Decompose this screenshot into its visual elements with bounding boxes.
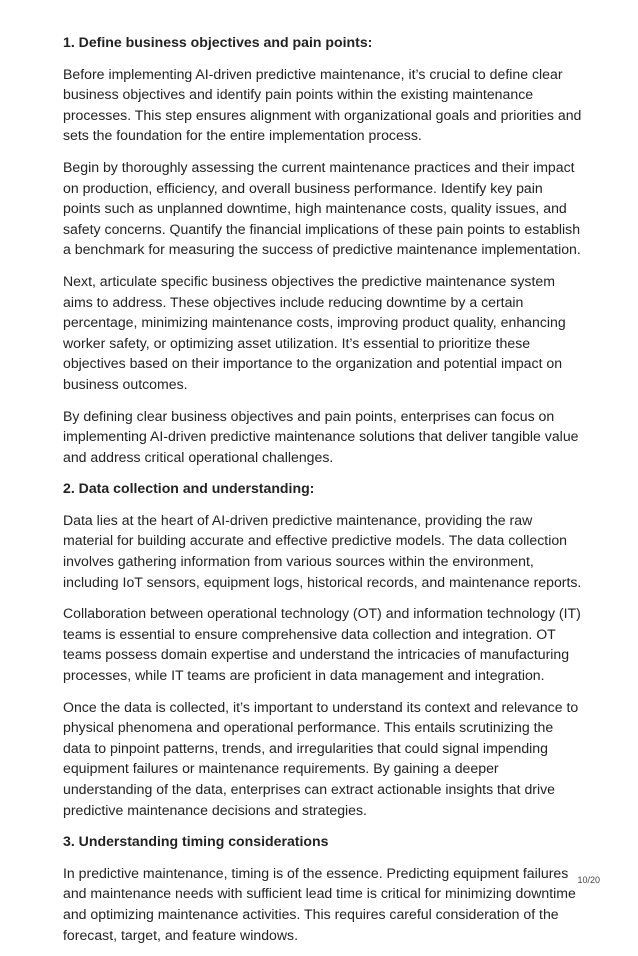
paragraph: Next, articulate specific business objectives the predictive maintenance system aims to address. These objectives include reducing downtime by a certain percentage, minimizing maintenance costs, improving product quality, enhancing worker safety, or optimizing asset utilization. It’s essential to prioritize these objectives based on their importance to the organization and potential impact on business outcomes.	[63, 272, 566, 392]
paragraph: In predictive maintenance, timing is of the essence. Predicting equipment failures and maintenance needs with sufficient lead time is critical for minimizing downtime and optimizing maintenance activities. This requires careful consideration of the forecast, target, and feature windows.	[63, 864, 576, 943]
section-heading: 1. Define business objectives and pain points:	[63, 34, 373, 50]
section-timing-considerations	[63, 831, 583, 945]
document-page	[63, 32, 583, 956]
paragraph: Data lies at the heart of AI-driven predictive maintenance, providing the raw material for building accurate and effective predictive models. The data collection involves gathering information from various sources within the environment, including IoT sensors, equipment logs, historical records, and maintenance reports.	[63, 511, 582, 590]
section-heading: 3. Understanding timing considerations	[63, 833, 329, 850]
section-business-objectives	[63, 32, 583, 467]
paragraph: Once the data is collected, it’s important to understand its context and relevance to physical phenomena and operational performance. This entails scrutinizing the data to pinpoint patterns, trends, and irregularities that could signal impending equipment failures or maintenance requirements. By gaining a deeper understanding of the data, enterprises can extract actionable insights that drive predictive maintenance decisions and strategies.	[63, 698, 579, 818]
paragraph: Before implementing AI-driven predictive maintenance, it’s crucial to define clear business objectives and identify pain points within the existing maintenance processes. This step ensures alignment with organizational goals and priorities and sets the foundation for the entire implementation process.	[63, 65, 582, 144]
paragraph: Begin by thoroughly assessing the current maintenance practices and their impact on production, efficiency, and overall business performance. Identify key pain points such as unplanned downtime, high maintenance costs, quality issues, and safety concerns. Quantify the financial implications of these pain points to establish a benchmark for measuring the success of predictive maintenance implementation.	[63, 158, 581, 258]
section-heading: 2. Data collection and understanding:	[63, 480, 315, 497]
paragraph: By defining clear business objectives and pain points, enterprises can focus on implementing AI-driven predictive maintenance solutions that deliver tangible value and address critical operational challenges.	[63, 407, 579, 465]
paragraph: Collaboration between operational technology (OT) and information technology (IT) teams is essential to ensure comprehensive data collection and integration. OT teams possess domain expertise and understand the intricacies of manufacturing processes, while IT teams are proficient in data management and integration.	[63, 605, 581, 684]
page-number: 10/20	[577, 875, 600, 885]
section-data-collection	[63, 478, 583, 820]
